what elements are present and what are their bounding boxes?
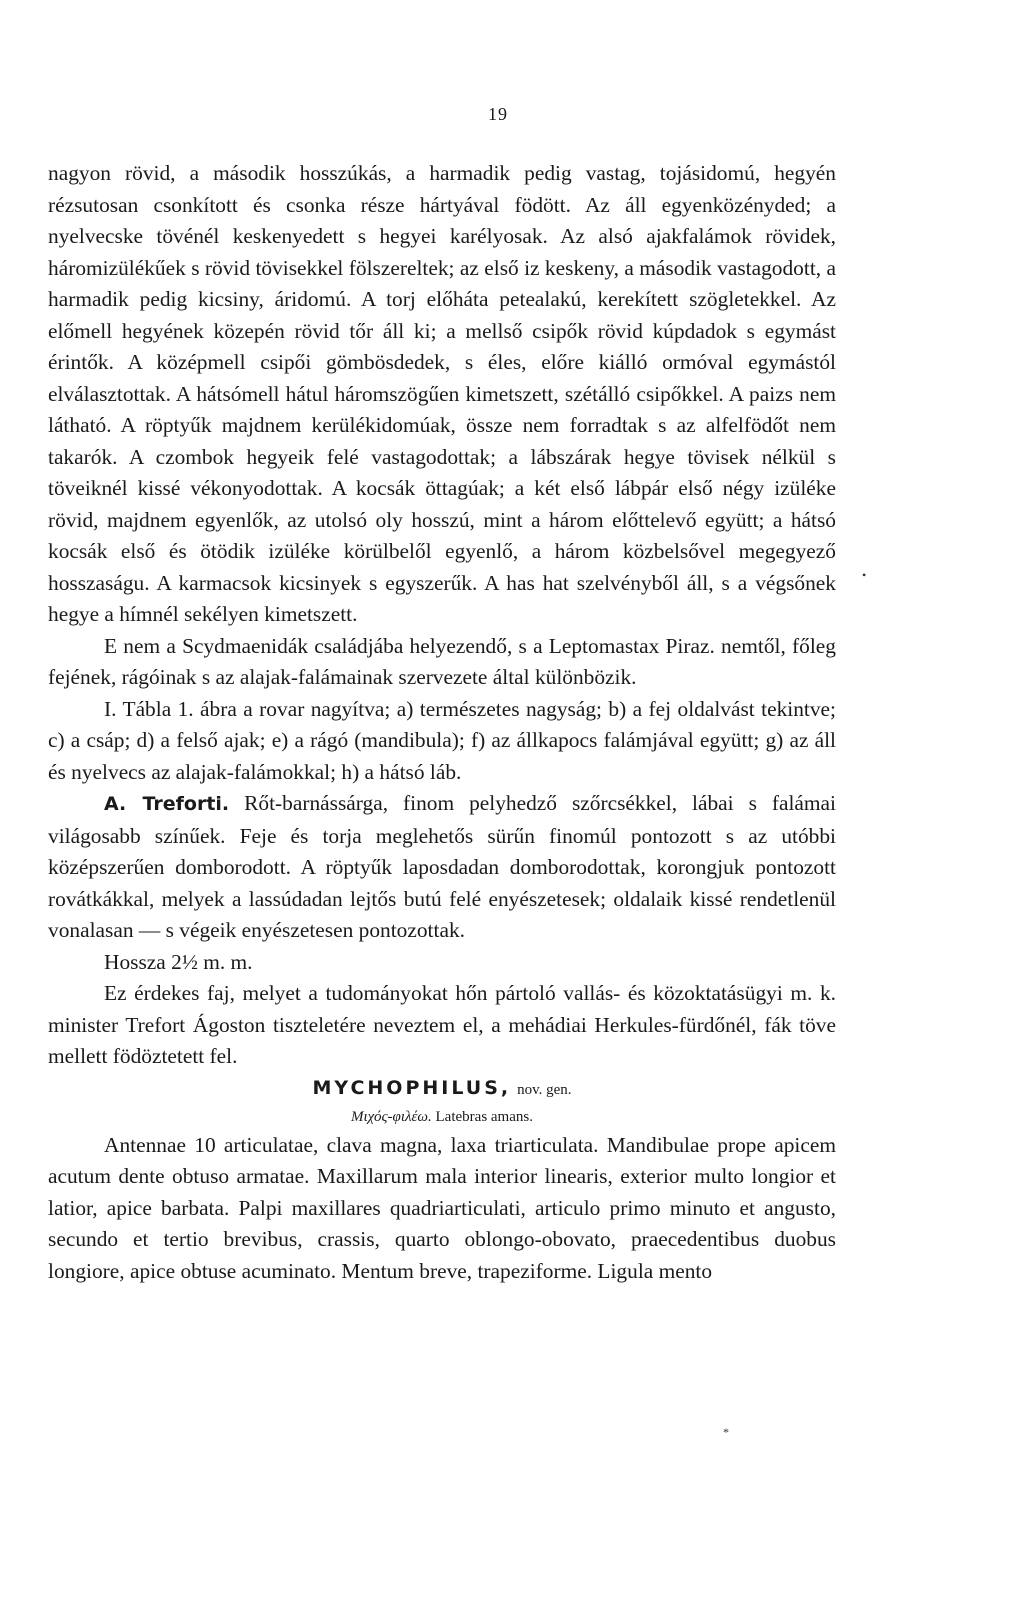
genus-note: nov. gen. [517, 1081, 572, 1098]
body-text [48, 158, 836, 1287]
genus-heading [48, 1073, 836, 1104]
species-name: A. Treforti. [104, 793, 230, 815]
print-speck: • [862, 568, 867, 582]
species-description: Rőt-barnássárga, finom pelyhedző szőrcsékkel, lábai s falámai világosabb színűek. Feje és torja meglehetős sürűn finomúl pontozott s az utóbbi középszerűen domborodott. A röptyűk laposdadan domborodottak, korongjuk pontozott rovátkákkal, melyek a lassúdadan lejtős butú felé enyészetesek; oldalaik kissé rendetlenül vonalasan — s végeik enyészetesen pontozottak. [48, 791, 836, 942]
paragraph-family-note: E nem a Scydmaenidák családjába helyezendő, s a Leptomastax Piraz. nemtől, főleg fejének, rágóinak s az alajak-falámainak szervezete által különbözik. [48, 633, 836, 689]
species-dedication: Ez érdekes faj, melyet a tudományokat hőn pártoló vallás- és közoktatásügyi m. k. minister Trefort Ágoston tiszteletére neveztem el, a mehádiai Herkules-fürdőnél, fák töve mellett födöztetett fel. [48, 981, 836, 1068]
etymology-latin: Latebras amans. [435, 1108, 533, 1125]
print-speck: * [723, 1425, 729, 1439]
etymology-greek: Μιχός-φιλέω. [351, 1108, 432, 1125]
genus-etymology [48, 1104, 836, 1130]
paragraph-species [48, 788, 836, 947]
species-length: Hossza 2½ m. m. [104, 949, 253, 974]
latin-description: Antennae 10 articulatae, clava magna, laxa triarticulata. Mandibulae prope apicem acutum dente obtuso armatae. Maxillarum mala interior linearis, exterior multo longior et latior, apice barbata. Palpi maxillares quadriarticulati, articulo primo minuto et angusto, secundo et tertio brevibus, crassis, quarto oblongo-obovato, praecedentibus duobus longiore, apice obtuse acuminato. Mentum breve, trapeziforme. Ligula mento [48, 1132, 836, 1283]
genus-name: MYCHOPHILUS, [312, 1076, 512, 1099]
paragraph-genus-description: nagyon rövid, a második hosszúkás, a harmadik pedig vastag, tojásidomú, hegyén rézsutosan csonkított és csonka része hártyával födött. Az áll egyenközényded; a nyelvecske tövénél keskenyedett s hegyei karélyosak. Az alsó ajakfalámok rövidek, háromizülékűek s rövid tövisekkel fölszereltek; az első iz keskeny, a második vastagodott, a harmadik pedig kicsiny, áridomú. A torj előháta petealakú, kerekített szögletekkel. Az előmell hegyének közepén rövid tőr áll ki; a mellső csipők rövid kúpdadok s egymást érintők. A középmell csipői gömbösdedek, s éles, előre kiálló ormóval egymástól elválasztottak. A hátsómell hátul háromszögűen kimetszett, szétálló csipőkkel. A paizs nem látható. A röptyűk majdnem kerülékidomúak, össze nem forradtak s az alfelfödőt nem takarók. A czombok hegyeik felé vastagodottak; a lábszárak hegye tövisek nélkül s töveiknél kissé vékonyodottak. A kocsák öttagúak; a két első lábpár első négy izüléke rövid, majdnem egyenlők, az utolsó oly hosszú, mint a három előttelevő együtt; a hátsó kocsák első és ötödik izüléke körülbelől egyenlő, a három közbelsővel megegyező hosszaságu. A karmacsok kicsinyek s egyszerűk. A has hat szelvényből áll, s a végsőnek hegye a hímnél sekélyen kimetszett. [48, 161, 836, 626]
page-number: 19 [488, 104, 508, 124]
paragraph-plate-caption: I. Tábla 1. ábra a rovar nagyítva; a) természetes nagyság; b) a fej oldalvást tekintve; c) a csáp; d) a felső ajak; e) a rágó (mandibula); f) az állkapocs falámjával együtt; g) az áll és nyelvecs az alajak-falámokkal; h) a hátsó láb. [48, 696, 836, 784]
